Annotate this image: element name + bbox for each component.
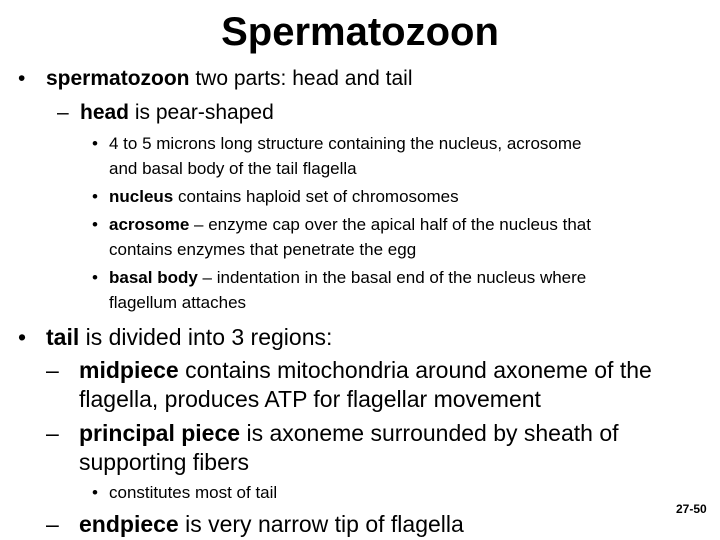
dash-endpiece: – bbox=[46, 511, 59, 537]
term-basal-body: basal body bbox=[109, 268, 198, 287]
bullet-basal-body: • bbox=[92, 268, 98, 287]
midpiece-line2: flagella, produces ATP for flagellar movement bbox=[79, 386, 541, 412]
acrosome-line1: acrosome – enzyme cap over the apical half of the nucleus that bbox=[109, 215, 591, 234]
bullet-nucleus: • bbox=[92, 187, 98, 206]
bullet-microns: • bbox=[92, 134, 98, 153]
slide-title: Spermatozoon bbox=[221, 10, 499, 54]
dash-head: – bbox=[57, 101, 69, 124]
term-tail: tail bbox=[46, 324, 80, 350]
term-head: head bbox=[80, 101, 130, 124]
microns-line2: and basal body of the tail flagella bbox=[109, 159, 357, 178]
bullet-spermatozoon bbox=[18, 67, 25, 91]
term-endpiece: endpiece bbox=[79, 511, 179, 537]
constitutes-text: constitutes most of tail bbox=[109, 483, 278, 502]
bullet-tail-text: tail is divided into 3 regions: bbox=[46, 324, 333, 350]
basal-body-line1: basal body – indentation in the basal end of the nucleus where bbox=[109, 268, 587, 287]
dash-principal-piece: – bbox=[46, 420, 59, 446]
sub-head-text: head is pear-shaped bbox=[80, 101, 274, 124]
term-principal-piece: principal piece bbox=[79, 420, 241, 446]
acrosome-line2: contains enzymes that penetrate the egg bbox=[109, 240, 417, 259]
bullet-tail: • bbox=[18, 324, 27, 350]
principal-piece-line2: supporting fibers bbox=[79, 449, 250, 475]
bullet-constitutes: • bbox=[92, 483, 98, 502]
bullet-spermatozoon-text: spermatozoon two parts: head and tail bbox=[46, 67, 413, 90]
term-midpiece: midpiece bbox=[79, 357, 179, 383]
nucleus-text: nucleus contains haploid set of chromosomes bbox=[109, 187, 459, 206]
midpiece-line1: midpiece contains mitochondria around axoneme of the bbox=[79, 357, 652, 383]
term-acrosome: acrosome bbox=[109, 215, 190, 234]
endpiece-text: endpiece is very narrow tip of flagella bbox=[79, 511, 464, 537]
principal-piece-line1: principal piece is axoneme surrounded by sheath of bbox=[79, 420, 619, 446]
basal-body-line2: flagellum attaches bbox=[109, 293, 247, 312]
term-spermatozoon: spermatozoon bbox=[46, 67, 190, 90]
bullet-marker: • bbox=[18, 67, 26, 90]
microns-line1: 4 to 5 microns long structure containing the nucleus, acrosome bbox=[109, 134, 582, 153]
term-nucleus: nucleus bbox=[109, 187, 174, 206]
dash-midpiece: – bbox=[46, 357, 59, 383]
bullet-acrosome: • bbox=[92, 215, 98, 234]
slide-number: 27-50 bbox=[676, 502, 707, 516]
